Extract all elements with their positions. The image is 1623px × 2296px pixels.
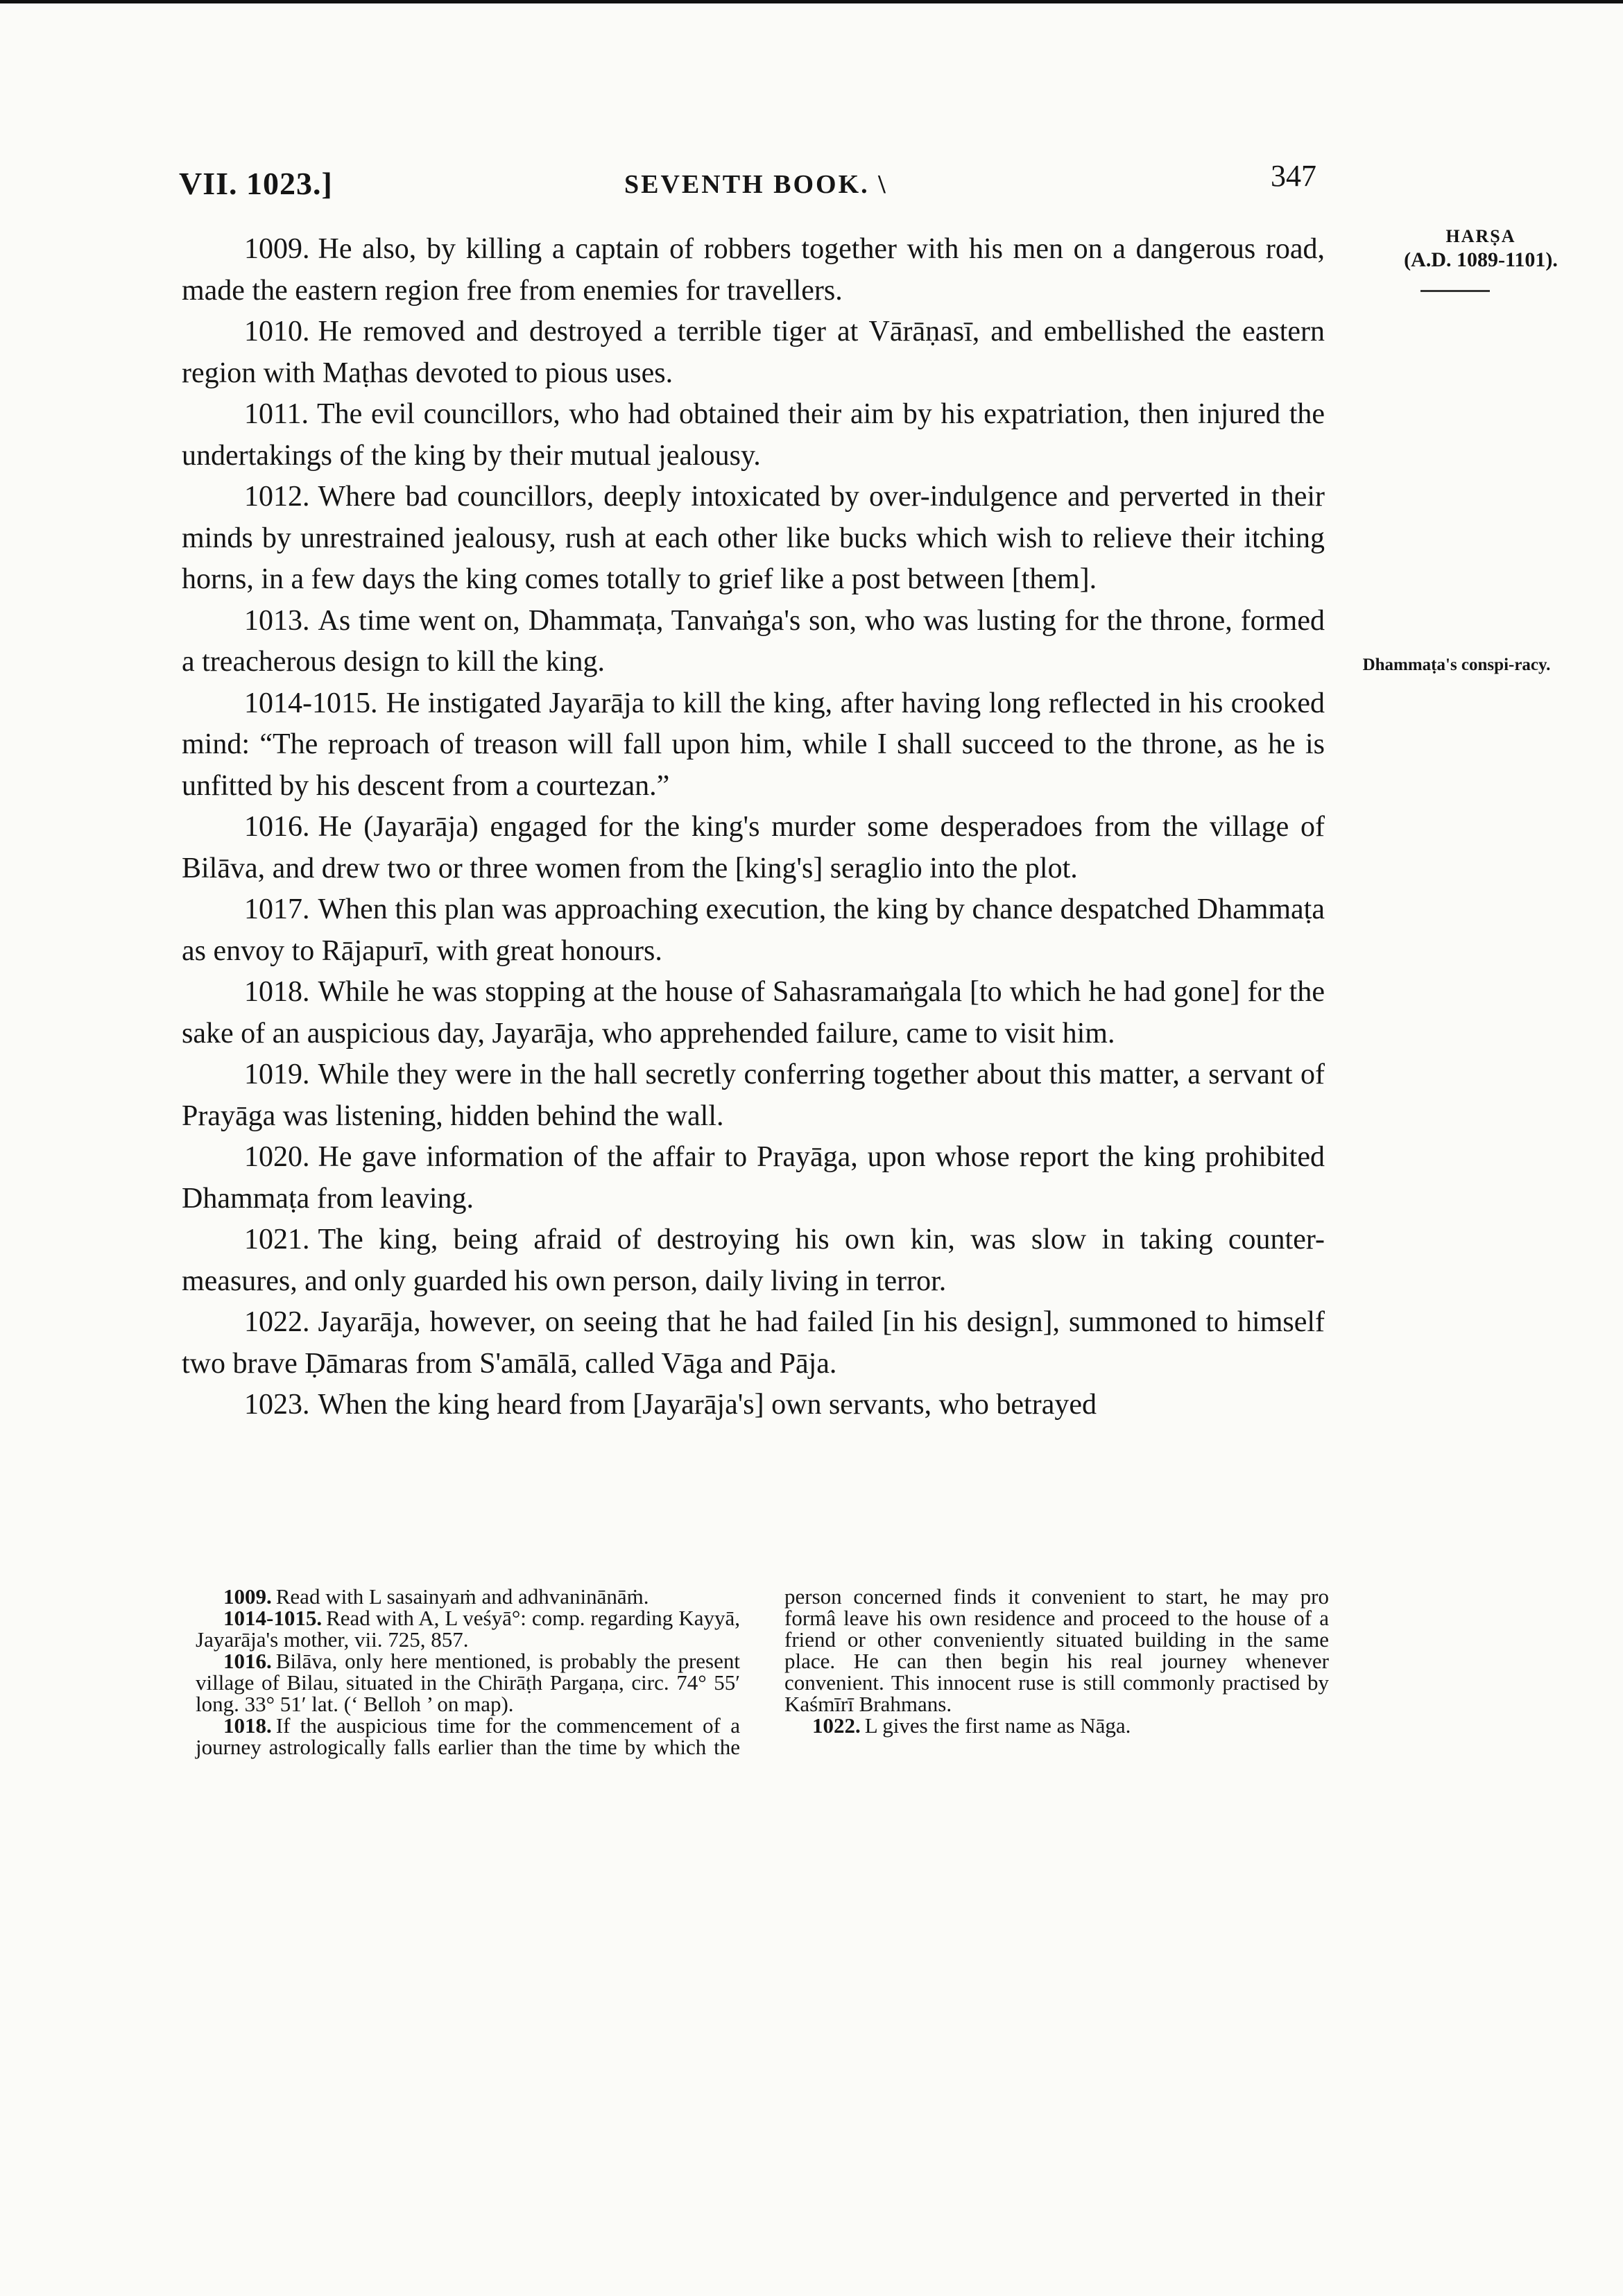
verse-text: While they were in the hall secretly conferring together about this matter, a servant of Prayāga was listening, hidden behind the wall.	[182, 1059, 1325, 1132]
verse-1012	[182, 477, 1325, 601]
page-number: 347	[1271, 159, 1316, 193]
footnote-1016	[196, 1650, 740, 1715]
verse-1014-1015	[182, 683, 1325, 807]
verse-text: When this plan was approaching execution, the king by chance despatched Dhammaṭa as envoy to Rājapurī, with great honours.	[182, 893, 1325, 967]
verse-1009	[182, 229, 1325, 311]
footnote-number: 1016.	[223, 1649, 272, 1673]
verse-number: 1009.	[244, 233, 310, 265]
verse-number: 1020.	[244, 1141, 310, 1173]
verse-text: Jayarāja, however, on seeing that he had failed [in his design], summoned to himself two brave Ḍāmaras from S'amālā, called Vāga and Pāja.	[182, 1306, 1325, 1380]
verse-1022	[182, 1302, 1325, 1385]
verse-text: He removed and destroyed a terrible tiger at Vārāṇasī, and embellished the eastern region with Maṭhas devoted to pious uses.	[182, 316, 1325, 389]
margin-note-harsa-dates: (A.D. 1089-1101).	[1404, 248, 1558, 271]
verse-text: He gave information of the affair to Prayāga, upon whose report the king prohibited Dhammaṭa from leaving.	[182, 1141, 1325, 1215]
margin-note-dhammata: Dhammaṭa's conspi-racy.	[1362, 656, 1551, 674]
verse-1017	[182, 889, 1325, 972]
verse-number: 1014-1015.	[244, 687, 378, 719]
verse-1018	[182, 972, 1325, 1054]
verse-number: 1021.	[244, 1224, 310, 1256]
footnote-text: Bilāva, only here mentioned, is probably the present village of Bilau, situated in the Chirāṭh Pargaṇa, circ. 74° 55′ long. 33° 51′ lat. (‘ Belloh ’ on map).	[196, 1649, 740, 1716]
verse-1013	[182, 601, 1325, 683]
footnote-number: 1014-1015.	[223, 1606, 323, 1630]
running-head-title: SEVENTH BOOK. \	[624, 170, 888, 199]
verse-number: 1019.	[244, 1059, 310, 1090]
footnote-text: L gives the first name as Nāga.	[864, 1713, 1131, 1738]
footnote-number: 1009.	[223, 1584, 272, 1609]
running-head-section: VII. 1023.]	[179, 166, 333, 201]
verse-number: 1022.	[244, 1306, 310, 1338]
verse-text: As time went on, Dhammaṭa, Tanvaṅga's son, who was lusting for the throne, formed a treacherous design to kill the king.	[182, 604, 1325, 678]
footnote-number: 1022.	[812, 1713, 861, 1738]
verse-text: He instigated Jayarāja to kill the king, after having long reflected in his crooked mind: “The reproach of treason will fall upon him, while I shall succeed to the throne, as he is unfitted by his descent from a courtezan.”	[182, 687, 1325, 802]
verse-number: 1011.	[244, 398, 309, 430]
footnote-text: If the auspicious time for the commencement of a journey astrologically falls earlier than the time by which the person concerned finds it convenient to start, he may pro formâ leave his own residence and proceed to the house of a friend or other conveniently situated building in the same place. He can then begin his real journey whenever convenient. This innocent ruse is still commonly practised by Kaśmīrī Brahmans.	[196, 1584, 1329, 1759]
verse-text: He also, by killing a captain of robbers together with his men on a dangerous road, made the eastern region free from enemies for travellers.	[182, 233, 1325, 307]
footnotes	[196, 1586, 1329, 1758]
margin-note-harsa	[1380, 226, 1581, 272]
footnote-text: Read with A, L veśyā°: comp. regarding Kayyā, Jayarāja's mother, vii. 725, 857.	[196, 1606, 740, 1652]
verse-number: 1018.	[244, 976, 310, 1008]
verse-1023	[182, 1385, 1325, 1426]
verse-text: He (Jayarāja) engaged for the king's murder some desperadoes from the village of Bilāva, and drew two or three women from the [king's] seraglio into the plot.	[182, 811, 1325, 884]
footnote-number: 1018.	[223, 1713, 272, 1738]
verse-text: Where bad councillors, deeply intoxicated by over-indulgence and perverted in their minds by unrestrained jealousy, rush at each other like bucks which wish to relieve their itching horns, in a few days the king comes totally to grief like a post between [them].	[182, 481, 1325, 595]
verse-1016	[182, 807, 1325, 889]
footnote-1014-1015	[196, 1607, 740, 1650]
footnote-text: Read with L sasainyaṁ and adhvaninānāṁ.	[275, 1584, 649, 1609]
top-border-line	[0, 0, 1623, 3]
verse-1021	[182, 1219, 1325, 1302]
verse-number: 1016.	[244, 811, 310, 843]
verse-number: 1010.	[244, 316, 310, 348]
footnote-1009	[196, 1586, 740, 1607]
footnote-1022	[784, 1715, 1329, 1736]
main-text	[182, 229, 1325, 1426]
verse-text: While he was stopping at the house of Sahasramaṅgala [to which he had gone] for the sake of an auspicious day, Jayarāja, who apprehended failure, came to visit him.	[182, 976, 1325, 1050]
margin-note-rule	[1420, 290, 1490, 292]
verse-number: 1023.	[244, 1389, 310, 1421]
verse-text: When the king heard from [Jayarāja's] own servants, who betrayed	[318, 1389, 1097, 1421]
verse-number: 1017.	[244, 893, 310, 925]
verse-number: 1013.	[244, 604, 310, 637]
verse-1011	[182, 394, 1325, 477]
verse-number: 1012.	[244, 481, 310, 513]
verse-1010	[182, 311, 1325, 394]
verse-text: The king, being afraid of destroying his own kin, was slow in taking counter-measures, and only guarded his own person, daily living in terror.	[182, 1224, 1325, 1297]
margin-note-harsa-title: HARṢA	[1445, 226, 1516, 246]
verse-1020	[182, 1137, 1325, 1219]
verse-text: The evil councillors, who had obtained their aim by his expatriation, then injured the undertakings of the king by their mutual jealousy.	[182, 398, 1325, 472]
verse-1019	[182, 1054, 1325, 1137]
